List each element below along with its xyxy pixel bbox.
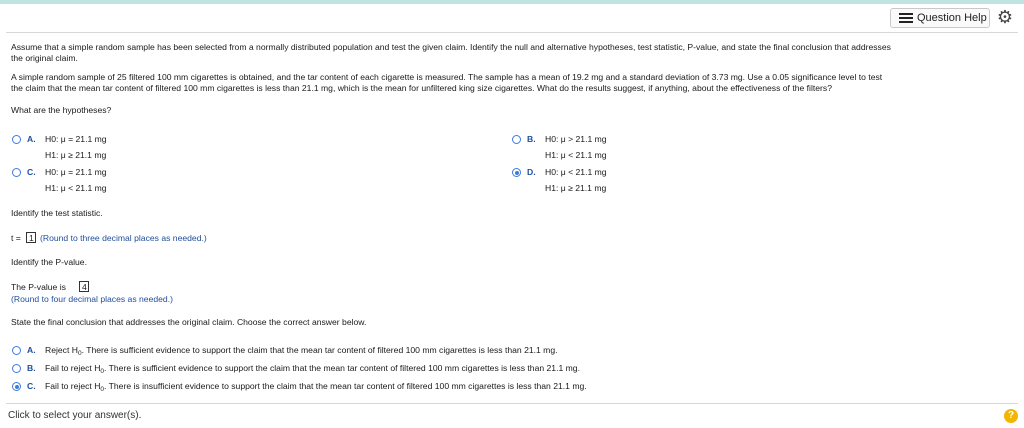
test-statistic-answer-box[interactable]: 1 — [26, 232, 36, 243]
alternative-hypothesis: H1: μ ≥ 21.1 mg — [545, 183, 607, 193]
radio-button[interactable] — [12, 346, 21, 355]
scenario-text: A simple random sample of 25 filtered 100 mm cigarettes is obtained, and the tar content of each cigarette is measured. The sample has a mean of 19.2 mg and a standard deviation of 3.73 mg. Use a 0.05 significance level to test — [11, 72, 883, 82]
conclusion-question: State the final conclusion that addresses the original claim. Choose the correct answer below. — [11, 317, 367, 327]
hypotheses-question: What are the hypotheses? — [11, 105, 112, 115]
radio-button[interactable] — [512, 135, 521, 144]
alternative-hypothesis: H1: μ < 21.1 mg — [545, 150, 607, 160]
null-hypothesis: H0: μ = 21.1 mg — [45, 167, 107, 177]
top-accent-bar — [0, 0, 1024, 4]
question-help-button[interactable] — [890, 8, 990, 28]
p-value-hint: (Round to four decimal places as needed.) — [11, 294, 173, 304]
alternative-hypothesis: H1: μ ≥ 21.1 mg — [45, 150, 107, 160]
radio-button[interactable] — [12, 135, 21, 144]
radio-button[interactable] — [12, 364, 21, 373]
test-statistic-hint: (Round to three decimal places as needed.) — [40, 233, 207, 243]
p-value-answer-box[interactable]: 4 — [79, 281, 89, 292]
header-divider — [6, 32, 1018, 33]
null-hypothesis: H0: μ = 21.1 mg — [45, 134, 107, 144]
scenario-text-cont: the claim that the mean tar content of filtered 100 mm cigarettes is less than 21.1 mg, which is the mean for unfiltered king size cigarettes. What do the results suggest, if anything, about the effectiveness of the filters? — [11, 83, 832, 93]
option-letter: B. — [27, 363, 36, 373]
null-hypothesis: H0: μ < 21.1 mg — [545, 167, 607, 177]
help-question-icon[interactable]: ? — [1004, 409, 1018, 423]
gear-icon[interactable]: ⚙ — [996, 7, 1014, 27]
status-text: Click to select your answer(s). — [8, 410, 142, 421]
option-letter: C. — [27, 167, 36, 177]
list-icon — [899, 13, 913, 23]
radio-button[interactable] — [12, 168, 21, 177]
option-letter: A. — [27, 345, 36, 355]
null-hypothesis: H0: μ > 21.1 mg — [545, 134, 607, 144]
test-statistic-prefix: t = — [11, 233, 21, 243]
instruction-text: Assume that a simple random sample has been selected from a normally distributed population and test the given claim. Identify the null and alternative hypotheses, test statistic, P-value, and state the final conclusion that addresses — [11, 42, 891, 52]
conclusion-text: Fail to reject $H_0$. There is sufficient evidence to support the claim that the mean tar content of filtered 100 mm cigarettes is less than 21.1 mg. — [45, 363, 580, 375]
option-letter: A. — [27, 134, 36, 144]
radio-button-selected[interactable] — [12, 382, 21, 391]
question-help-label: Question Help — [917, 12, 987, 24]
option-letter: C. — [27, 381, 36, 391]
alternative-hypothesis: H1: μ < 21.1 mg — [45, 183, 107, 193]
instruction-text-cont: the original claim. — [11, 53, 78, 63]
p-value-prefix: The P-value is — [11, 282, 66, 292]
conclusion-text: Reject $H_0$. There is sufficient evidence to support the claim that the mean tar content of filtered 100 mm cigarettes is less than 21.1 mg. — [45, 345, 558, 357]
footer-divider — [6, 403, 1018, 404]
test-statistic-question: Identify the test statistic. — [11, 208, 103, 218]
p-value-question: Identify the P-value. — [11, 257, 87, 267]
radio-button-selected[interactable] — [512, 168, 521, 177]
conclusion-text: Fail to reject $H_0$. There is insufficient evidence to support the claim that the mean tar content of filtered 100 mm cigarettes is less than 21.1 mg. — [45, 381, 587, 393]
option-letter: B. — [527, 134, 536, 144]
option-letter: D. — [527, 167, 536, 177]
